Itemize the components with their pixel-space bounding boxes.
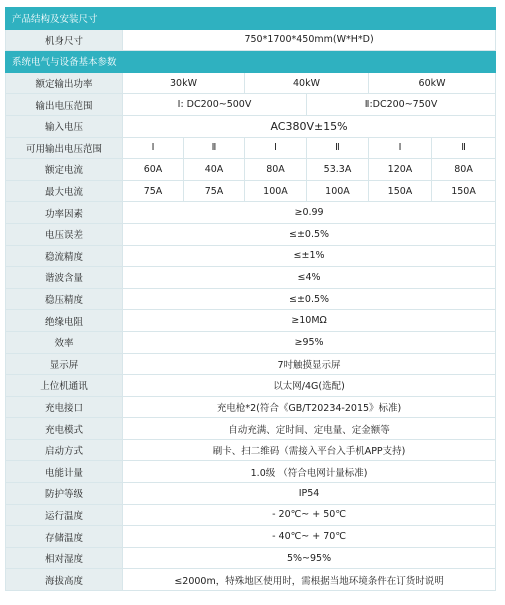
row-label: 额定电流: [6, 159, 123, 181]
row-label: 效率: [6, 331, 123, 353]
row-label: 运行温度: [6, 504, 123, 526]
row-value: 充电枪*2(符合《GB/T20234-2015》标准): [123, 396, 496, 418]
row-available-range: [6, 137, 496, 159]
row-label: 可用输出电压范围: [6, 137, 123, 159]
current-cell: 150A: [432, 180, 496, 202]
row-value: 750*1700*450mm(W*H*D): [123, 29, 496, 51]
row-value: ≤±0.5%: [123, 223, 496, 245]
row-value: - 40℃~ + 70℃: [123, 526, 496, 548]
range-cell: Ⅰ: DC200~500V: [123, 94, 307, 116]
row-label: 输入电压: [6, 115, 123, 137]
section-title: 系统电气与设备基本参数: [6, 51, 496, 73]
spec-row: [6, 569, 496, 591]
range-cell: Ⅱ: [432, 137, 496, 159]
row-label: 稳压精度: [6, 288, 123, 310]
row-label: 相对湿度: [6, 547, 123, 569]
current-cell: 150A: [369, 180, 432, 202]
row-value: ≥10MΩ: [123, 310, 496, 332]
row-label: 电压误差: [6, 223, 123, 245]
row-value: 7吋触摸显示屏: [123, 353, 496, 375]
power-cell: 60kW: [369, 72, 496, 94]
row-label: 功率因素: [6, 202, 123, 224]
row-label: 显示屏: [6, 353, 123, 375]
spec-row: [6, 526, 496, 548]
spec-row: [6, 547, 496, 569]
current-cell: 40A: [184, 159, 245, 181]
row-value: 刷卡、扫二维码（需接入平台入手机APP支持): [123, 439, 496, 461]
row-value: ≤2000m，特殊地区使用时，需根据当地环境条件在订货时说明: [123, 569, 496, 591]
current-cell: 120A: [369, 159, 432, 181]
row-rated-power: [6, 72, 496, 94]
row-label: 海拔高度: [6, 569, 123, 591]
row-value: ≥95%: [123, 331, 496, 353]
row-label: 充电模式: [6, 418, 123, 440]
current-cell: 80A: [432, 159, 496, 181]
spec-row: [6, 331, 496, 353]
spec-row: [6, 439, 496, 461]
spec-row: [6, 202, 496, 224]
row-label: 启动方式: [6, 439, 123, 461]
section-header-structure: [6, 8, 496, 30]
row-value: ≤±1%: [123, 245, 496, 267]
row-label: 谐波含量: [6, 267, 123, 289]
row-label: 充电接口: [6, 396, 123, 418]
row-value: AC380V±15%: [123, 115, 496, 137]
row-value: ≥0.99: [123, 202, 496, 224]
current-cell: 60A: [123, 159, 184, 181]
row-value: ≤±0.5%: [123, 288, 496, 310]
row-label: 绝缘电阻: [6, 310, 123, 332]
row-value: ≤4%: [123, 267, 496, 289]
power-cell: 40kW: [245, 72, 369, 94]
row-label: 存储温度: [6, 526, 123, 548]
row-dimensions: [6, 29, 496, 51]
row-value: 5%~95%: [123, 547, 496, 569]
row-label: 输出电压范围: [6, 94, 123, 116]
spec-table: [5, 7, 496, 591]
row-label: 防护等级: [6, 483, 123, 505]
row-value: - 20℃~ + 50℃: [123, 504, 496, 526]
spec-row: [6, 310, 496, 332]
spec-row: [6, 418, 496, 440]
row-value: 以太网/4G(选配): [123, 375, 496, 397]
row-value: 自动充满、定时间、定电量、定金额等: [123, 418, 496, 440]
spec-row: [6, 504, 496, 526]
row-max-current: [6, 180, 496, 202]
spec-row: [6, 353, 496, 375]
section-header-electrical: [6, 51, 496, 73]
row-label: 稳流精度: [6, 245, 123, 267]
spec-row: [6, 245, 496, 267]
current-cell: 100A: [307, 180, 369, 202]
range-cell: Ⅰ: [245, 137, 307, 159]
spec-row: [6, 461, 496, 483]
row-label: 上位机通讯: [6, 375, 123, 397]
current-cell: 75A: [184, 180, 245, 202]
row-rated-current: [6, 159, 496, 181]
row-label: 机身尺寸: [6, 29, 123, 51]
current-cell: 100A: [245, 180, 307, 202]
current-cell: 80A: [245, 159, 307, 181]
spec-row: [6, 223, 496, 245]
row-voltage-range: [6, 94, 496, 116]
row-value: 1.0级 （符合电网计量标准): [123, 461, 496, 483]
row-label: 电能计量: [6, 461, 123, 483]
spec-row: [6, 267, 496, 289]
power-cell: 30kW: [123, 72, 245, 94]
range-cell: Ⅱ: [184, 137, 245, 159]
current-cell: 53.3A: [307, 159, 369, 181]
spec-row: [6, 483, 496, 505]
range-cell: Ⅰ: [123, 137, 184, 159]
spec-row: [6, 375, 496, 397]
range-cell: Ⅱ: [307, 137, 369, 159]
row-label: 额定输出功率: [6, 72, 123, 94]
spec-row: [6, 288, 496, 310]
row-label: 最大电流: [6, 180, 123, 202]
section-title: 产品结构及安装尺寸: [6, 8, 496, 30]
range-cell: Ⅰ: [369, 137, 432, 159]
row-value: IP54: [123, 483, 496, 505]
row-input-voltage: [6, 115, 496, 137]
spec-row: [6, 396, 496, 418]
range-cell: Ⅱ:DC200~750V: [307, 94, 496, 116]
current-cell: 75A: [123, 180, 184, 202]
